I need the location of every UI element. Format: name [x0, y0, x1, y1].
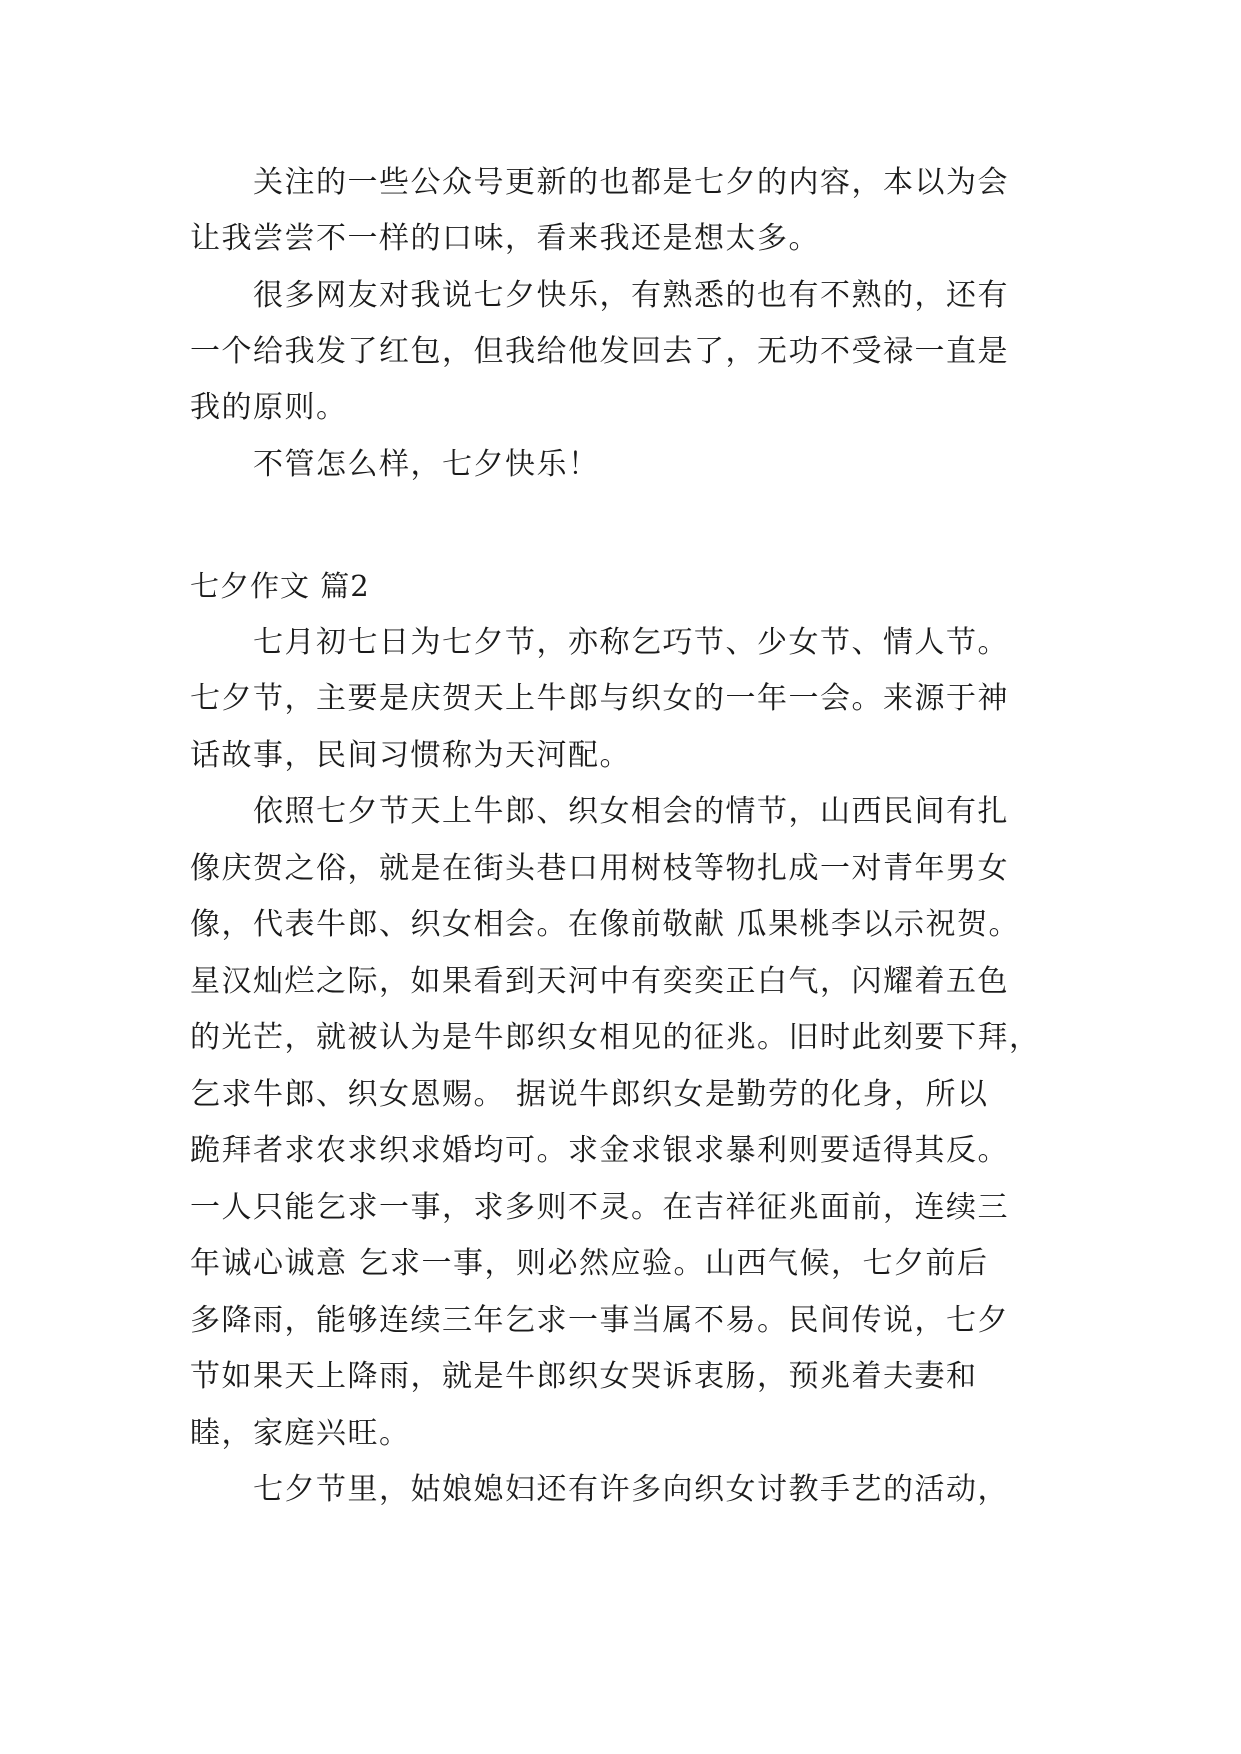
paragraph-line: 像，代表牛郎、织女相会。在像前敬献 瓜果桃李以示祝贺。 [190, 907, 1021, 942]
paragraph-line: 让我尝尝不一样的口味，看来我还是想太多。 [190, 221, 820, 256]
paragraph-line: 依照七夕节天上牛郎、织女相会的情节，山西民间有扎 [253, 794, 1009, 829]
paragraph-line: 不管怎么样，七夕快乐！ [253, 447, 600, 482]
paragraph-line: 像庆贺之俗，就是在街头巷口用树枝等物扎成一对青年男女 [190, 851, 1009, 886]
paragraph-line: 一个给我发了红包，但我给他发回去了，无功不受禄一直是 [190, 334, 1009, 369]
paragraph-line: 关注的一些公众号更新的也都是七夕的内容，本以为会 [253, 165, 1009, 200]
paragraph-line: 我的原则。 [190, 390, 348, 425]
paragraph-line: 七夕节，主要是庆贺天上牛郎与织女的一年一会。来源于神 [190, 681, 1009, 716]
paragraph-line: 星汉灿烂之际，如果看到天河中有奕奕正白气，闪耀着五色 [190, 964, 1009, 999]
paragraph-line: 的光芒，就被认为是牛郎织女相见的征兆。旧时此刻要下拜， [190, 1020, 1041, 1055]
paragraph-line: 跪拜者求农求织求婚均可。求金求银求暴利则要适得其反。 [190, 1133, 1009, 1168]
paragraph-line: 年诚心诚意 乞求一事，则必然应验。山西气候，七夕前后 [190, 1246, 989, 1281]
paragraph-line: 多降雨，能够连续三年乞求一事当属不易。民间传说，七夕 [190, 1303, 1009, 1338]
paragraph-line: 节如果天上降雨，就是牛郎织女哭诉衷肠，预兆着夫妻和 [190, 1359, 978, 1394]
paragraph-line: 话故事，民间习惯称为天河配。 [190, 738, 631, 773]
paragraph-line: 一人只能乞求一事，求多则不灵。在吉祥征兆面前，连续三 [190, 1190, 1009, 1225]
paragraph-line: 乞求牛郎、织女恩赐。 据说牛郎织女是勤劳的化身，所以 [190, 1077, 989, 1112]
section-heading: 七夕作文 篇2 [190, 569, 370, 603]
paragraph-line: 七月初七日为七夕节，亦称乞巧节、少女节、情人节。 [253, 625, 1009, 660]
paragraph-line: 睦，家庭兴旺。 [190, 1416, 411, 1451]
paragraph-line: 七夕节里，姑娘媳妇还有许多向织女讨教手艺的活动， [253, 1472, 1009, 1507]
paragraph-line: 很多网友对我说七夕快乐，有熟悉的也有不熟的，还有 [253, 278, 1009, 313]
